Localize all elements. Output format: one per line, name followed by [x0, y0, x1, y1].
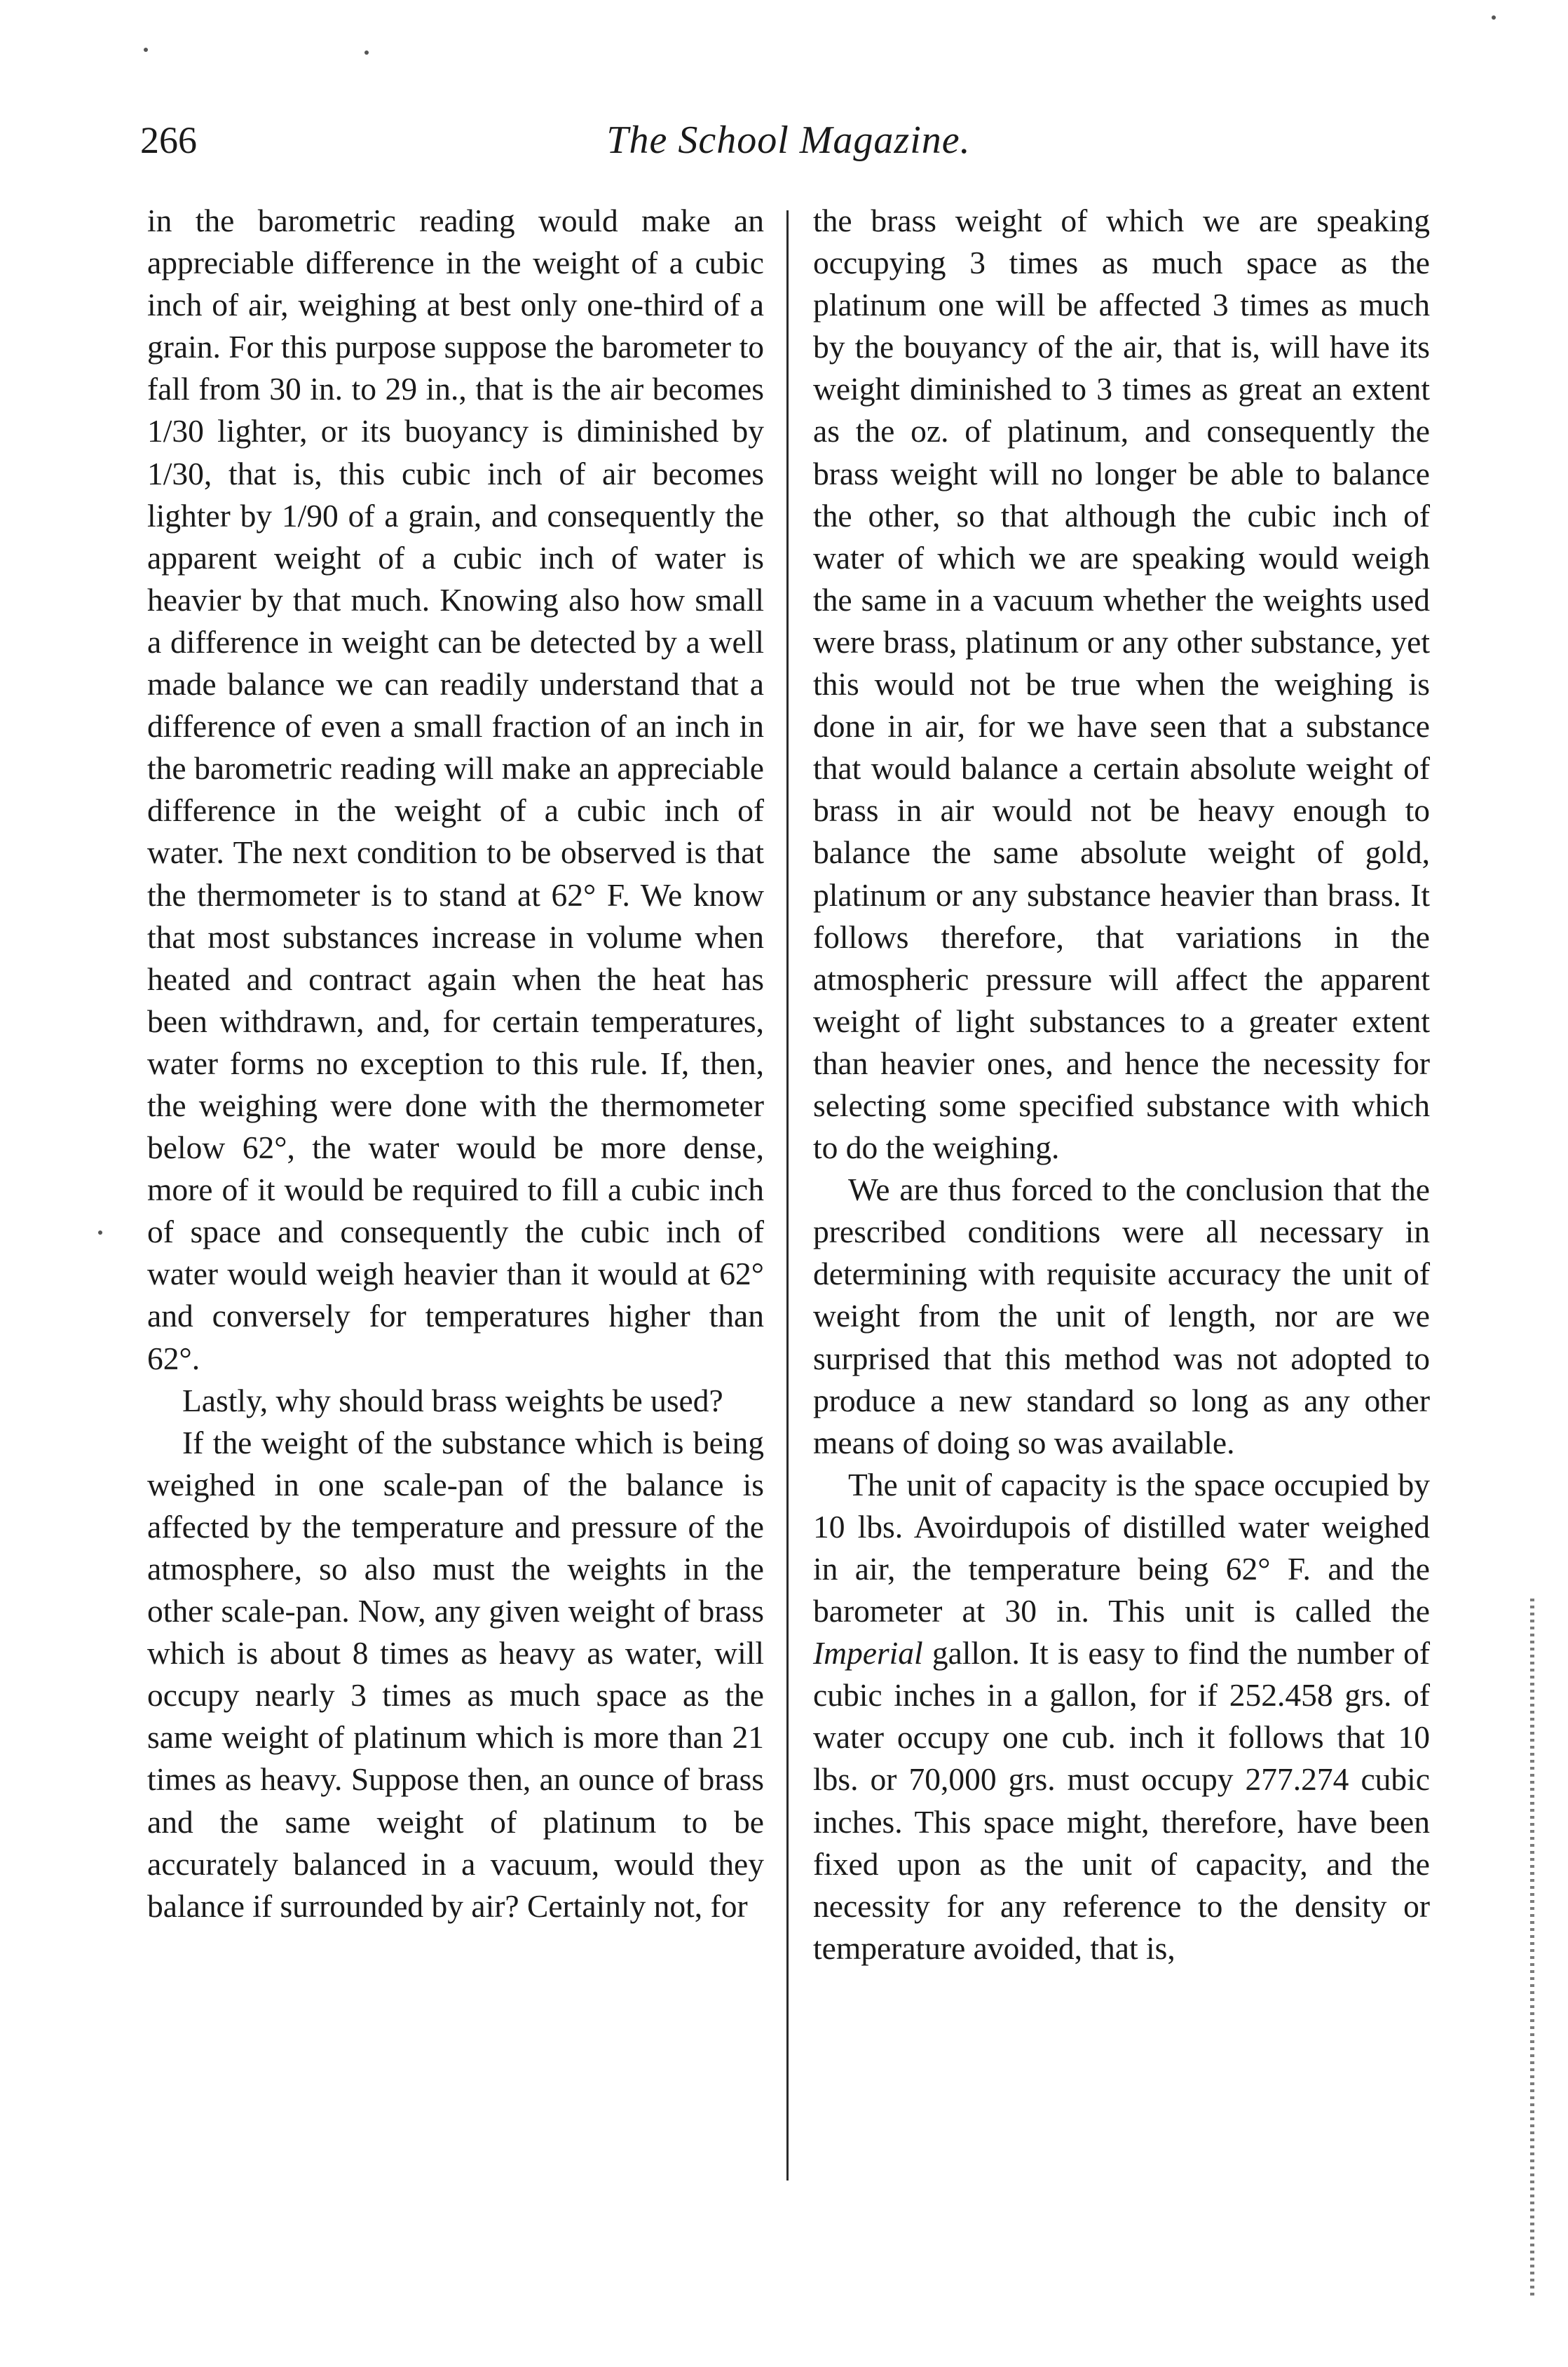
scan-speck [364, 50, 369, 55]
right-paragraph-3-start: The unit of capacity is the space occupied by 10 lbs. Avoirdupois of distilled water weighed in air, the temperature being 62° F. and the barometer at 30 in. This unit is called the [813, 1466, 1430, 1629]
right-paragraph-3-end: gallon. It is easy to find the number of cubic inches in a gallon, for if 252.458 grs. of water occupy one cub. inch it follows that 10 lbs. or 70,000 grs. must occupy 277.274 cubic inches. This space might, therefore, have been fixed upon as the unit of capacity, and the necessity for any reference to the density or temperature avoided, that is, [813, 1635, 1430, 1966]
scan-speck [98, 1230, 102, 1235]
right-column [813, 200, 1430, 1969]
right-paragraph-1: the brass weight of which we are speaking occupying 3 times as much space as the platinum one will be affected 3 times as much by the bouyancy of the air, that is, will have its weight diminished to 3 times as great an extent as the oz. of platinum, and consequently the brass weight will no longer be able to balance the other, so that although the cubic inch of water of which we are speaking would weigh the same in a vacuum whether the weights used were brass, platinum or any other substance, yet this would not be true when the weighing is done in air, for we have seen that a substance that would balance a certain absolute weight of brass in air would not be heavy enough to balance the same absolute weight of gold, platinum or any substance heavier than brass. It follows therefore, that variations in the atmospheric pressure will affect the apparent weight of light substances to a greater extent than heavier ones, and hence the necessity for selecting some specified substance with which to do the weighing. [813, 203, 1430, 1166]
scan-speck [144, 48, 148, 52]
right-paragraph-3 [813, 1464, 1430, 1969]
left-paragraph-1: in the barometric reading would make an appreciable difference in the weight of a cubic inch of air, weighing at best only one-third of a grain. For this purpose suppose the barometer to fall from 30 in. to 29 in., that is the air becomes 1/30 lighter, or its buoyancy is diminished by 1/30, that is, this cubic inch of air becomes lighter by 1/90 of a grain, and consequently the apparent weight of a cubic inch of water is heavier by that much. Knowing also how small a difference in weight can be detected by a well made balance we can readily understand that a difference of even a small fraction of an inch in the barometric reading will make an appreciable difference in the weight of a cubic inch of water. The next condition to be observed is that the thermometer is to stand at 62° F. We know that most substances increase in volume when heated and contract again when the heat has been withdrawn, and, for certain temperatures, water forms no exception to this rule. If, then, the weighing were done with the thermometer below 62°, the water would be more dense, more of it would be required to fill a cubic inch of space and consequently the cubic inch of water would weigh heavier than it would at 62° and conversely for temperatures higher than 62°. [147, 203, 764, 1376]
page-number: 266 [140, 119, 197, 161]
left-column [147, 200, 764, 1927]
left-paragraph-3: If the weight of the substance which is being weighed in one scale-pan of the balance is affected by the temperature and pressure of the atmosphere, so also must the weights in the other scale-pan. Now, any given weight of brass which is about 8 times as heavy as water, will occupy nearly 3 times as much space as the same weight of platinum which is more than 21 times as heavy. Suppose then, an ounce of brass and the same weight of platinum to be accurately balanced in a vacuum, would they balance if surrounded by air? Certainly not, for [147, 1424, 764, 1924]
left-paragraph-2: Lastly, why should brass weights be used? [182, 1382, 723, 1418]
page-edge-scan-mark [1530, 1599, 1534, 2300]
page-header [140, 116, 1437, 179]
right-paragraph-2: We are thus forced to the conclusion that the prescribed conditions were all necessary in determining with requisite accuracy the unit of weight from the unit of length, nor are we surprised that this method was not adopted to produce a new standard so long as any other means of doing so was available. [813, 1172, 1430, 1460]
running-title: The School Magazine. [606, 118, 971, 162]
column-divider [786, 210, 789, 2181]
scan-speck [1492, 15, 1496, 20]
imperial-italic: Imperial [813, 1635, 923, 1671]
